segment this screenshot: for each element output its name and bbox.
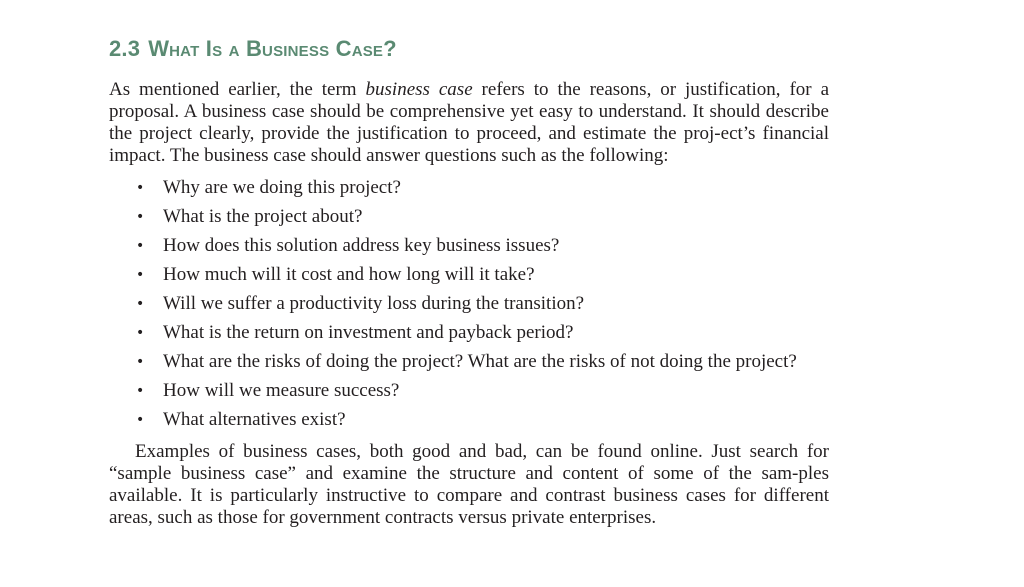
list-item-text: What is the return on investment and payback period? bbox=[163, 322, 574, 343]
section-heading bbox=[109, 36, 829, 62]
bullet-icon: • bbox=[136, 238, 145, 254]
closing-paragraph: Examples of business cases, both good and bad, can be found online. Just search for “sample business case” and examine the structure and content of some of the sam-ples available. It is particularly instructive to compare and contrast business cases for different areas, such as those for government contracts versus private enterprises. bbox=[109, 441, 829, 528]
section-title: What Is a Business Case? bbox=[148, 36, 397, 61]
bullet-icon: • bbox=[136, 267, 145, 283]
intro-text-end: refers to the reasons, or justification, for a proposal. A business case should be comprehensive yet easy to understand. It should describe the project clearly, provide the justification to proceed, and estimate the proj-ect’s financial impact. The business case should answer questions such as the following: bbox=[109, 79, 829, 166]
list-item bbox=[109, 264, 829, 286]
bullet-icon: • bbox=[136, 180, 145, 196]
question-list bbox=[109, 177, 829, 431]
bullet-icon: • bbox=[136, 209, 145, 225]
list-item-text: Why are we doing this project? bbox=[163, 177, 401, 198]
list-item-text: How much will it cost and how long will it take? bbox=[163, 264, 535, 285]
bullet-icon: • bbox=[136, 412, 145, 428]
list-item-text: How does this solution address key business issues? bbox=[163, 235, 560, 256]
intro-text-start: As mentioned earlier, the term bbox=[109, 79, 366, 100]
list-item bbox=[109, 177, 829, 199]
bullet-icon: • bbox=[136, 354, 145, 370]
intro-paragraph bbox=[109, 79, 829, 167]
list-item bbox=[109, 322, 829, 344]
bullet-icon: • bbox=[136, 296, 145, 312]
list-item bbox=[109, 351, 829, 373]
bullet-icon: • bbox=[136, 325, 145, 341]
list-item bbox=[109, 409, 829, 431]
list-item-text: Will we suffer a productivity loss during the transition? bbox=[163, 293, 585, 314]
list-item bbox=[109, 206, 829, 228]
document-page bbox=[109, 36, 829, 529]
list-item bbox=[109, 235, 829, 257]
list-item-text: What is the project about? bbox=[163, 206, 363, 227]
bullet-icon: • bbox=[136, 383, 145, 399]
intro-emphasis: business case bbox=[365, 79, 473, 100]
section-number: 2.3 bbox=[109, 36, 141, 61]
list-item bbox=[109, 293, 829, 315]
list-item-text: What are the risks of doing the project? What are the risks of not doing the project? bbox=[163, 351, 797, 372]
list-item-text: How will we measure success? bbox=[163, 380, 400, 401]
list-item bbox=[109, 380, 829, 402]
list-item-text: What alternatives exist? bbox=[163, 409, 346, 430]
